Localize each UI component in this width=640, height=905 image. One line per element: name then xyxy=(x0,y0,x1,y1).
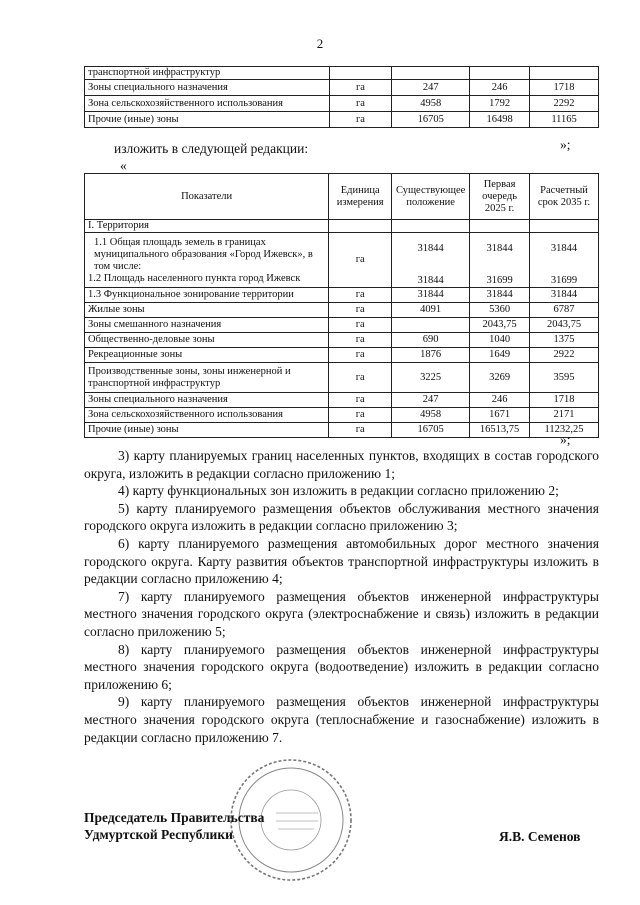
table-row xyxy=(85,303,599,318)
cell-unit: га xyxy=(329,423,392,438)
cell-name: Общественно-деловые зоны xyxy=(85,333,329,348)
cell-current: 247 xyxy=(392,80,470,96)
section-title: I. Территория xyxy=(85,220,329,233)
cell-unit: га xyxy=(329,80,392,96)
table-row xyxy=(85,423,599,438)
cell-name: Зоны смешанного назначения xyxy=(85,318,329,333)
cell-name: Жилые зоны xyxy=(85,303,329,318)
cell-current: 247 xyxy=(392,393,470,408)
header-target: Расчетный срок 2035 г. xyxy=(530,174,599,220)
cell-name: Зоны специального назначения xyxy=(85,393,329,408)
cell-unit xyxy=(329,67,392,80)
cell-target: 6787 xyxy=(530,303,599,318)
cell-current: 4958 xyxy=(392,96,470,112)
closing-quote-1: »; xyxy=(560,137,571,152)
cell-first: 5360 xyxy=(470,303,530,318)
cell-first: 1040 xyxy=(470,333,530,348)
cell-name: Зоны специального назначения xyxy=(85,80,330,96)
area-unit: га xyxy=(329,233,392,288)
area-name-b: 1.2 Площадь населенного пункта город Ижевск xyxy=(88,273,301,284)
area-first-b: 31699 xyxy=(486,275,513,286)
cell-first: 246 xyxy=(470,393,530,408)
table-row xyxy=(85,80,599,96)
table-row xyxy=(85,393,599,408)
list-item: 3) карту планируемых границ населенных пунктов, входящих в состав городского округа, изложить в редакции согласно приложению 1; xyxy=(84,448,599,481)
signature-title-line1: Председатель Правительства xyxy=(84,810,265,825)
cell-current xyxy=(392,67,470,80)
cell-first: 16513,75 xyxy=(470,423,530,438)
signature-title-line2: Удмуртской Республики xyxy=(84,827,233,842)
cell-target: 2922 xyxy=(530,348,599,363)
list-item: 5) карту планируемого размещения объектов обслуживания местного значения городского округа изложить в редакции согласно приложению 3; xyxy=(84,500,599,534)
cell-target: 2043,75 xyxy=(530,318,599,333)
cell-name: Рекреационные зоны xyxy=(85,348,329,363)
table-row xyxy=(85,318,599,333)
cell-name: транспортной инфраструктур xyxy=(85,67,330,80)
table-row xyxy=(85,96,599,112)
cell-target: 31844 xyxy=(530,288,599,303)
cell-unit: га xyxy=(329,333,392,348)
cell-unit: га xyxy=(329,288,392,303)
cell-current: 31844 xyxy=(392,288,470,303)
cell-first: 1671 xyxy=(470,408,530,423)
cell-first: 1792 xyxy=(470,96,530,112)
list-item: 9) карту планируемого размещения объектов инженерной инфраструктуры местного значения городского округа (теплоснабжение и газоснабжение) изложить в редакции согласно приложению 7. xyxy=(84,694,599,745)
cell-name: Зона сельскохозяйственного использования xyxy=(85,408,329,423)
table-row xyxy=(85,348,599,363)
cell-target: 2292 xyxy=(530,96,599,112)
header-unit: Единица измерения xyxy=(329,174,392,220)
table-row xyxy=(85,67,599,80)
cell-current: 4958 xyxy=(392,408,470,423)
list-item: 8) карту планируемого размещения объектов инженерной инфраструктуры местного значения городского округа (водоотведение) изложить в редакции согласно приложению 6; xyxy=(84,641,599,692)
header-current: Существующее положение xyxy=(392,174,470,220)
area-current-a: 31844 xyxy=(417,243,444,254)
cell-target: 1718 xyxy=(530,393,599,408)
cell-current xyxy=(392,318,470,333)
cell-unit: га xyxy=(329,318,392,333)
cell-unit: га xyxy=(329,408,392,423)
area-first-a: 31844 xyxy=(486,243,513,254)
cell-unit: га xyxy=(329,96,392,112)
header-first: Первая очередь 2025 г. xyxy=(470,174,530,220)
area-name-a: 1.1 Общая площадь земель в границах муниципального образования «Город Ижевск», в том числе: xyxy=(94,237,313,272)
cell-name: Прочие (иные) зоны xyxy=(85,112,330,128)
opening-quote: « xyxy=(120,158,127,173)
list-item: 7) карту планируемого размещения объектов инженерной инфраструктуры местного значения городского округа (электроснабжение и связь) изложить в редакции согласно приложению 5; xyxy=(84,588,599,639)
cell-first: 16498 xyxy=(470,112,530,128)
cell-first: 31844 xyxy=(470,288,530,303)
cell-target: 2171 xyxy=(530,408,599,423)
area-row xyxy=(85,233,599,288)
cell-target: 11165 xyxy=(530,112,599,128)
table-row xyxy=(85,363,599,393)
indicators-table xyxy=(84,173,599,438)
cell-target xyxy=(530,67,599,80)
table-row xyxy=(85,333,599,348)
cell-unit: га xyxy=(329,363,392,393)
cell-name: Прочие (иные) зоны xyxy=(85,423,329,438)
amendment-list xyxy=(84,447,599,746)
cell-current: 4091 xyxy=(392,303,470,318)
cell-first: 246 xyxy=(470,80,530,96)
closing-quote-2: »; xyxy=(560,432,571,447)
intro-text: изложить в следующей редакции: xyxy=(114,141,309,156)
cell-target: 1718 xyxy=(530,80,599,96)
table-header-row xyxy=(85,174,599,220)
cell-first xyxy=(470,67,530,80)
cell-unit: га xyxy=(329,393,392,408)
area-current-b: 31844 xyxy=(417,275,444,286)
cell-target: 11232,25 xyxy=(530,423,599,438)
table-row xyxy=(85,112,599,128)
cell-first: 3269 xyxy=(470,363,530,393)
old-table xyxy=(84,66,599,128)
cell-target: 3595 xyxy=(530,363,599,393)
cell-current: 690 xyxy=(392,333,470,348)
cell-name: Зона сельскохозяйственного использования xyxy=(85,96,330,112)
cell-current: 3225 xyxy=(392,363,470,393)
cell-first: 2043,75 xyxy=(470,318,530,333)
list-item: 4) карту функциональных зон изложить в редакции согласно приложению 2; xyxy=(118,483,559,499)
cell-unit: га xyxy=(329,303,392,318)
list-item: 6) карту планируемого размещения автомобильных дорог местного значения городского округа. Карту развития объектов транспортной инфраструктуры изложить в редакции согласно приложению 4; xyxy=(84,535,599,587)
cell-target: 1375 xyxy=(530,333,599,348)
cell-current: 16705 xyxy=(392,112,470,128)
cell-current: 1876 xyxy=(392,348,470,363)
section-row xyxy=(85,220,599,233)
table-row xyxy=(85,408,599,423)
cell-current: 16705 xyxy=(392,423,470,438)
page-number: 2 xyxy=(316,36,324,51)
area-target-b: 31699 xyxy=(550,275,578,286)
table-row xyxy=(85,288,599,303)
cell-name: 1.3 Функциональное зонирование территории xyxy=(85,288,329,303)
area-target-a: 31844 xyxy=(550,243,578,254)
cell-unit: га xyxy=(329,348,392,363)
signature-name: Я.В. Семенов xyxy=(499,829,581,844)
signature-title xyxy=(84,809,264,843)
cell-unit: га xyxy=(329,112,392,128)
header-indicators: Показатели xyxy=(85,174,329,220)
cell-name: Производственные зоны, зоны инженерной и транспортной инфраструктур xyxy=(85,363,329,393)
cell-first: 1649 xyxy=(470,348,530,363)
